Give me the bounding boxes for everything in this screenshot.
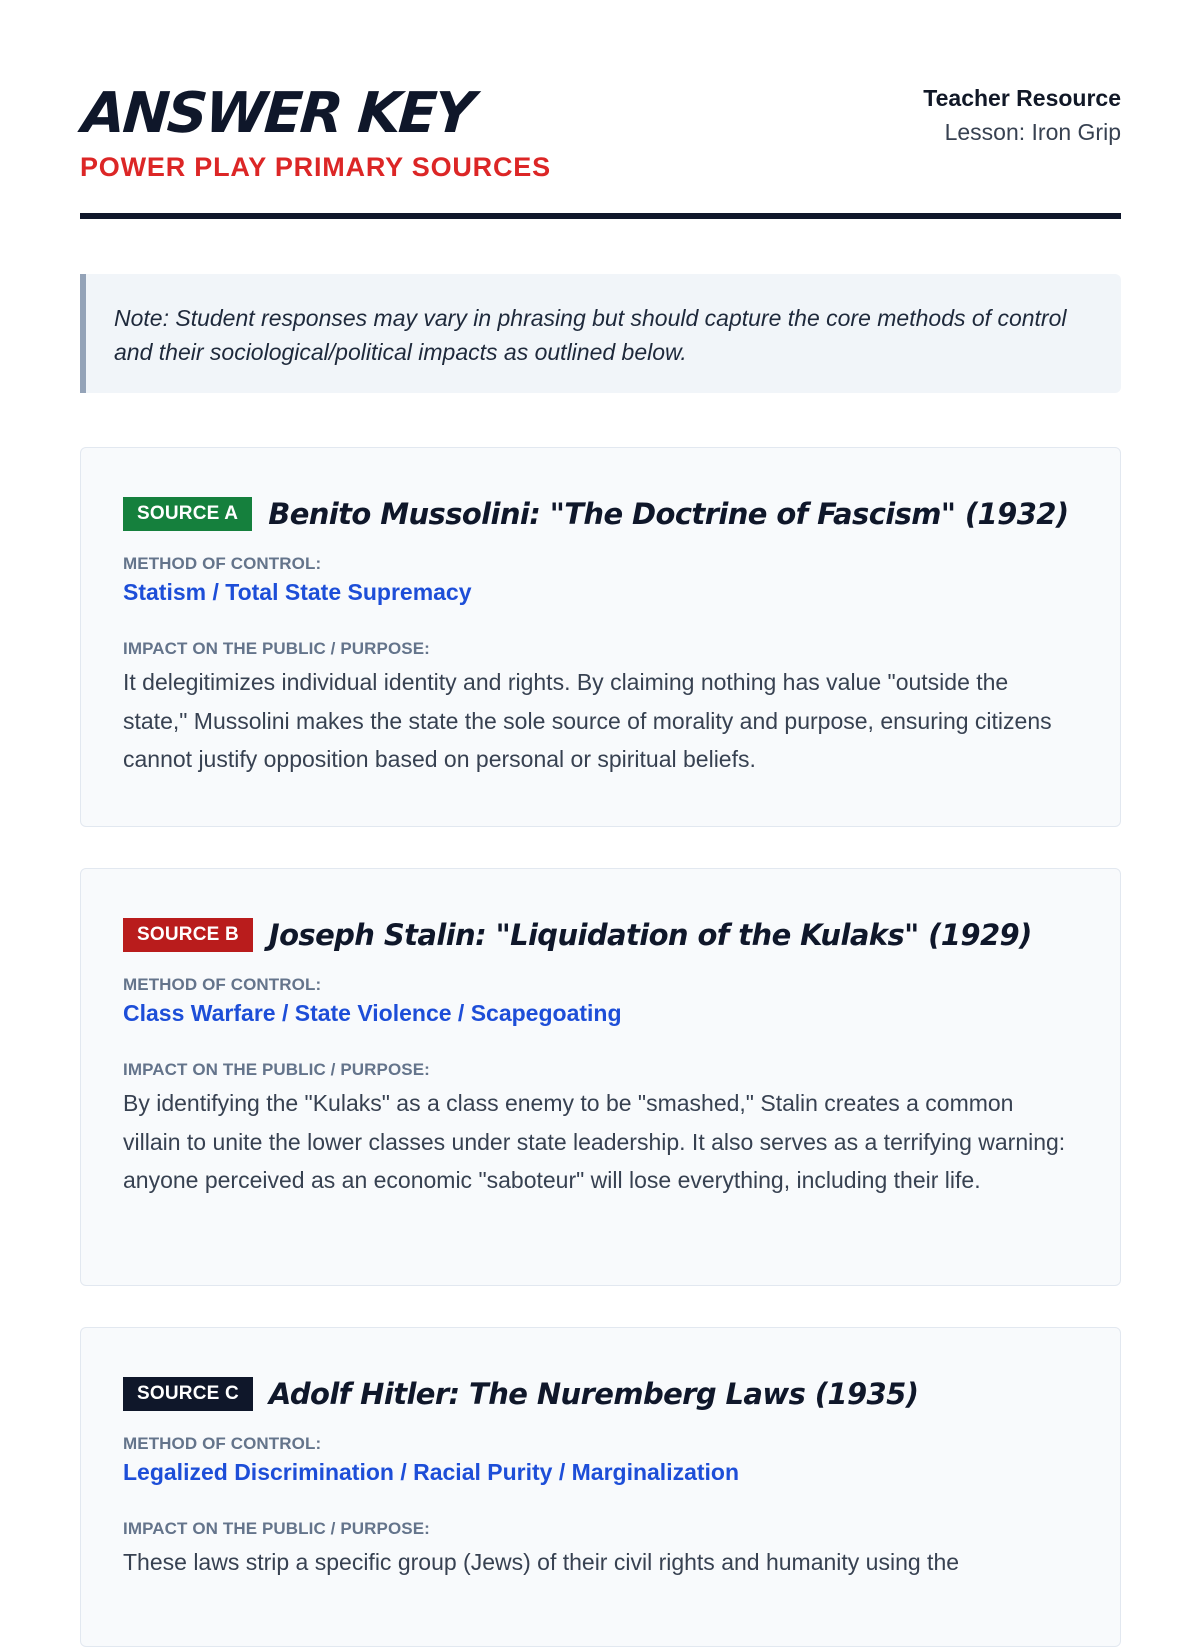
impact-text: It delegitimizes individual identity and rights. By claiming nothing has value "outside the state," Mussolini makes the state the sole source of morality and purpose, ensuring citizens cannot justify opposition based on personal or spiritual beliefs. <box>123 669 1052 772</box>
page-subtitle: POWER PLAY PRIMARY SOURCES <box>80 152 551 182</box>
source-card-c <box>80 1327 1121 1647</box>
lesson-label: Lesson: Iron Grip <box>944 119 1121 145</box>
page-header <box>79 81 1121 224</box>
impact-label: IMPACT ON THE PUBLIC / PURPOSE: <box>123 1519 430 1538</box>
source-title: Benito Mussolini: "The Doctrine of Fascism" (1932) <box>268 497 1069 531</box>
header-divider <box>80 213 1121 219</box>
method-value: Statism / Total State Supremacy <box>123 579 472 605</box>
source-card-header <box>123 1374 918 1414</box>
source-badge: SOURCE C <box>123 1377 253 1411</box>
source-card-header <box>123 494 1069 534</box>
source-card-a <box>80 447 1121 827</box>
source-card-b <box>80 868 1121 1286</box>
impact-label: IMPACT ON THE PUBLIC / PURPOSE: <box>123 639 430 658</box>
source-title: Adolf Hitler: The Nuremberg Laws (1935) <box>268 1377 919 1411</box>
header-meta <box>923 84 1121 146</box>
teacher-resource-label: Teacher Resource <box>923 85 1121 111</box>
method-value: Class Warfare / State Violence / Scapegoating <box>123 1000 622 1026</box>
note-callout: Note: Student responses may vary in phrasing but should capture the core methods of control and their sociological/political impacts as outlined below. <box>80 274 1121 393</box>
source-card-header <box>123 915 1032 955</box>
source-badge: SOURCE B <box>123 918 253 952</box>
method-value: Legalized Discrimination / Racial Purity / Marginalization <box>123 1459 740 1485</box>
page-title: ANSWER KEY <box>79 81 475 146</box>
method-label: METHOD OF CONTROL: <box>123 554 322 573</box>
impact-text: By identifying the "Kulaks" as a class enemy to be "smashed," Stalin creates a common villain to unite the lower classes under state leadership. It also serves as a terrifying warning: anyone perceived as an economic "saboteur" will lose everything, including their life. <box>123 1090 1066 1193</box>
source-badge: SOURCE A <box>123 497 252 531</box>
method-label: METHOD OF CONTROL: <box>123 975 322 994</box>
method-label: METHOD OF CONTROL: <box>123 1434 322 1453</box>
source-title: Joseph Stalin: "Liquidation of the Kulaks" (1929) <box>268 918 1032 952</box>
impact-label: IMPACT ON THE PUBLIC / PURPOSE: <box>123 1060 430 1079</box>
impact-text: These laws strip a specific group (Jews) of their civil rights and humanity using the <box>123 1549 960 1575</box>
